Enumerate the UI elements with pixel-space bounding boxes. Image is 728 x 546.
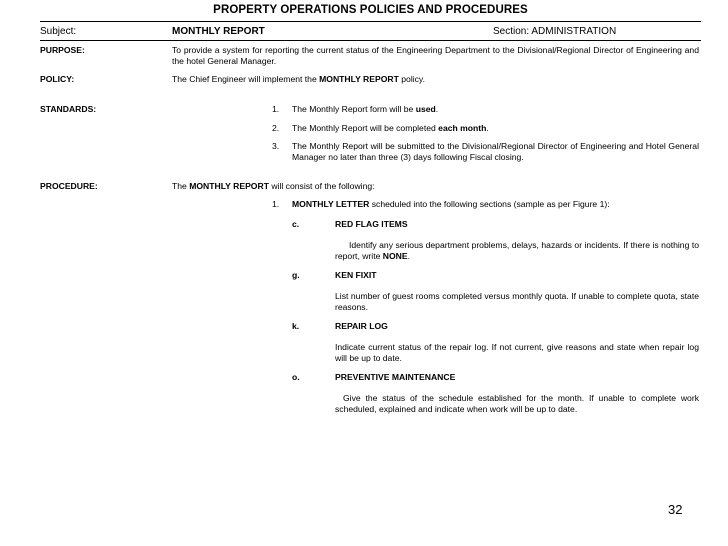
procedure-label: PROCEDURE: <box>40 181 98 191</box>
header-top-rule <box>40 21 701 22</box>
standards-item-1-number: 1. <box>272 104 280 114</box>
procedure-intro: The MONTHLY REPORT will consist of the following: <box>172 181 375 191</box>
section-o-text: Give the status of the schedule established for the month. If unable to complete work scheduled, explained and indicate when work will be up to date. <box>335 393 699 414</box>
purpose-text: To provide a system for reporting the current status of the Engineering Department to the Divisional/Regional Director of Engineering and the hotel General Manager. <box>172 45 699 66</box>
section-k-text: Indicate current status of the repair log. If not current, give reasons and state when repair log will be up to date. <box>335 342 699 363</box>
standards-item-3-text: The Monthly Report will be submitted to the Divisional/Regional Director of Engineering and Hotel General Manager no later than three (3) days following Fiscal closing. <box>292 141 699 162</box>
standards-label: STANDARDS: <box>40 104 97 114</box>
section-o-heading: PREVENTIVE MAINTENANCE <box>335 372 456 382</box>
section-c-text: Identify any serious department problems, delays, hazards or incidents. If there is nothing to report, write NONE. <box>335 240 699 261</box>
standards-item-1-text: The Monthly Report form will be used. <box>292 104 439 114</box>
procedure-item-1-text: MONTHLY LETTER scheduled into the following sections (sample as per Figure 1): <box>292 199 610 209</box>
header-bottom-rule <box>40 40 701 41</box>
section-g-letter: g. <box>292 270 300 280</box>
section-c-letter: c. <box>292 219 300 229</box>
subject-label: Subject: <box>40 26 77 37</box>
page-number: 32 <box>668 502 683 517</box>
section-g-text: List number of guest rooms completed versus monthly quota. If unable to complete quota, state reasons. <box>335 291 699 312</box>
policy-label: POLICY: <box>40 74 75 84</box>
section-o-letter: o. <box>292 372 300 382</box>
document-title: PROPERTY OPERATIONS POLICIES AND PROCEDURES <box>213 4 528 16</box>
purpose-label: PURPOSE: <box>40 45 85 55</box>
standards-item-3-number: 3. <box>272 141 280 151</box>
section-c-heading: RED FLAG ITEMS <box>335 219 408 229</box>
subject-value: MONTHLY REPORT <box>172 26 265 37</box>
section-k-letter: k. <box>292 321 300 331</box>
standards-item-2-number: 2. <box>272 123 280 133</box>
section-k-heading: REPAIR LOG <box>335 321 388 331</box>
section-label: Section: ADMINISTRATION <box>493 26 617 37</box>
section-g-heading: KEN FIXIT <box>335 270 377 280</box>
policy-text: The Chief Engineer will implement the MONTHLY REPORT policy. <box>172 74 425 84</box>
standards-item-2-text: The Monthly Report will be completed each month. <box>292 123 489 133</box>
procedure-item-1-number: 1. <box>272 199 280 209</box>
